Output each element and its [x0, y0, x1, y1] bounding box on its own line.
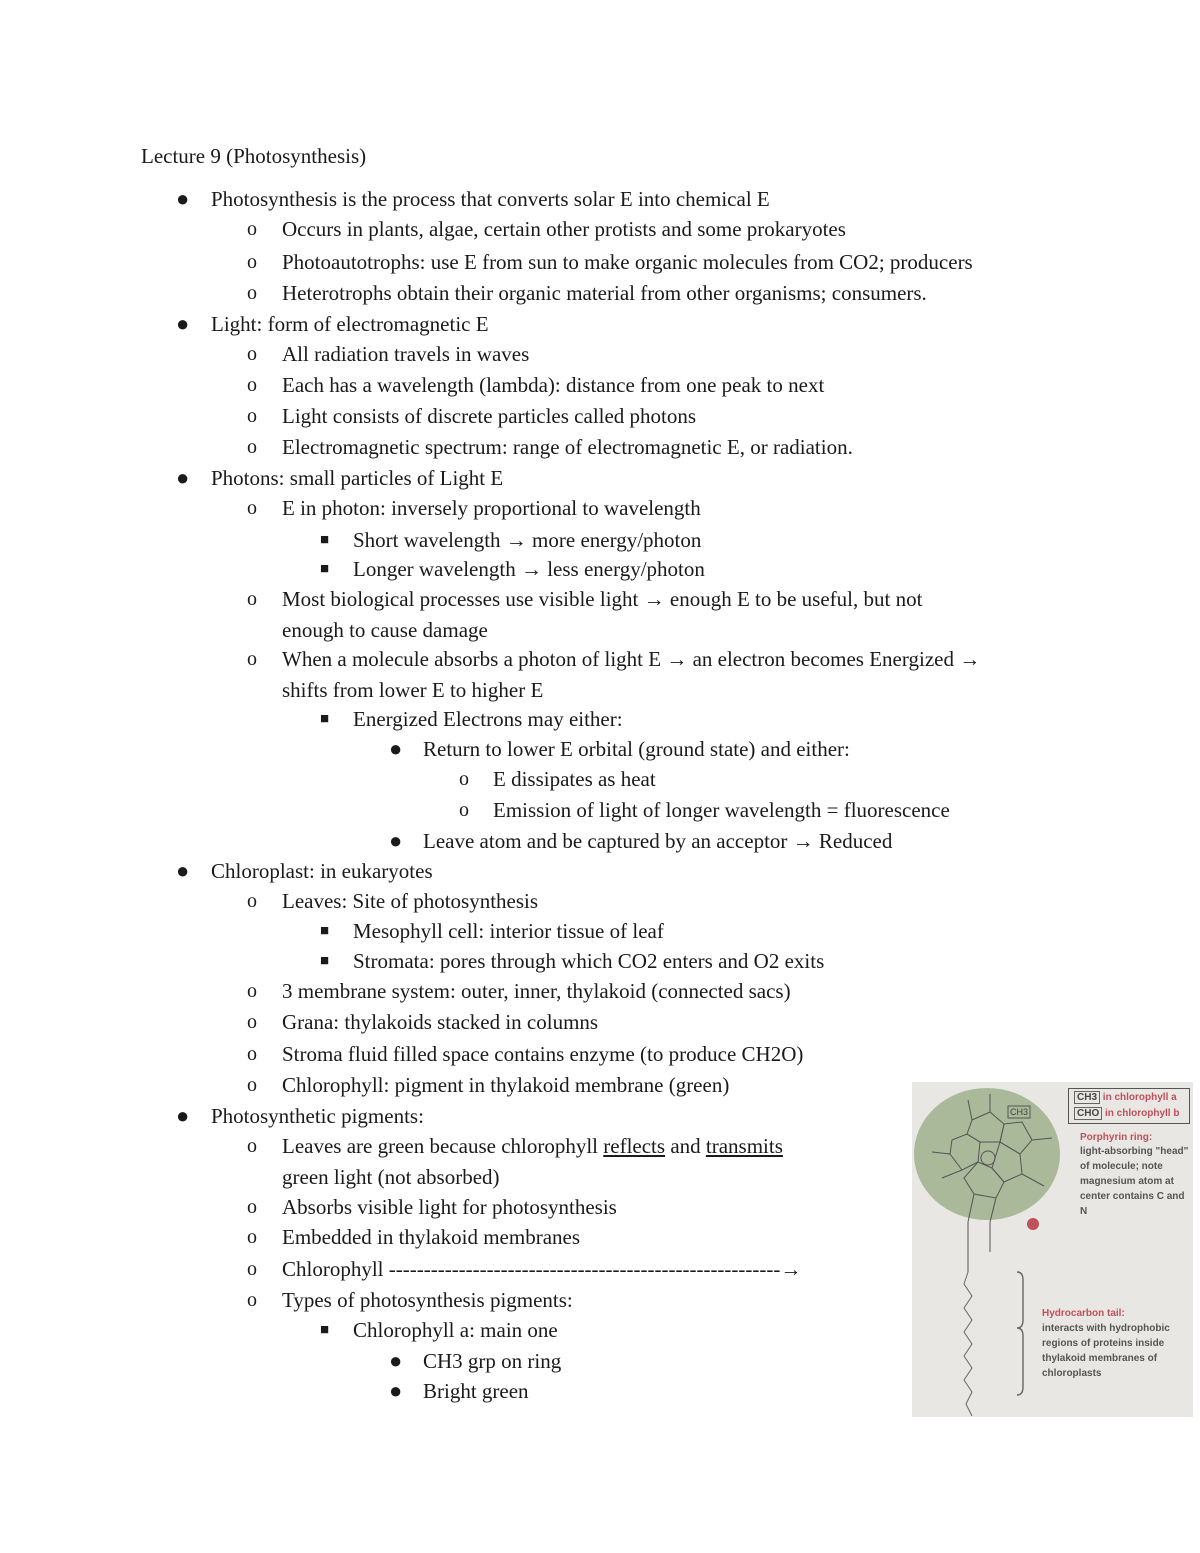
list-item-level-2: Grana: thylakoids stacked in columns [282, 1010, 599, 1034]
bullet-marker-level-2: o [247, 1074, 257, 1096]
list-item-level-1: Photosynthesis is the process that converts solar E into chemical E [211, 187, 770, 211]
bullet-marker-level-1: ● [176, 465, 190, 490]
bullet-marker-level-2: o [247, 1226, 257, 1248]
bullet-marker-level-5: o [459, 799, 469, 821]
porphyrin-ring-highlight [914, 1088, 1060, 1220]
list-item-level-2: 3 membrane system: outer, inner, thylakoid (connected sacs) [282, 979, 791, 1003]
ch3-marker: CH3 [1010, 1107, 1029, 1117]
bullet-marker-level-4: ● [389, 828, 403, 853]
list-item-level-3: Energized Electrons may either: [353, 707, 623, 731]
list-item-level-5: E dissipates as heat [493, 767, 656, 791]
list-item-level-4: Bright green [423, 1379, 529, 1403]
bullet-marker-level-2: o [247, 1135, 257, 1157]
page-title: Lecture 9 (Photosynthesis) [141, 144, 367, 168]
list-item-level-2: Photoautotrophs: use E from sun to make organic molecules from CO2; producers [282, 250, 973, 274]
bullet-marker-level-2: o [247, 1289, 257, 1311]
bullet-marker-level-2: o [247, 588, 257, 610]
list-item-level-2: Chlorophyll: pigment in thylakoid membrane (green) [282, 1073, 730, 1097]
list-item-level-2: Most biological processes use visible light → enough E to be useful, but not [282, 587, 923, 611]
list-item-level-3: Mesophyll cell: interior tissue of leaf [353, 919, 664, 943]
bullet-marker-level-3: ■ [320, 953, 330, 969]
list-item-level-2: Light consists of discrete particles called photons [282, 404, 697, 428]
legend-text-a: in chlorophyll a [1102, 1092, 1177, 1103]
legend-row-a [1074, 1092, 1177, 1103]
list-item-continuation: green light (not absorbed) [282, 1165, 500, 1189]
list-item-level-1: Photosynthetic pigments: [211, 1104, 424, 1128]
ring-label-title: Porphyrin ring: [1080, 1132, 1153, 1143]
legend-row-b [1074, 1108, 1179, 1119]
list-item-level-5: Emission of light of longer wavelength = fluorescence [493, 798, 950, 822]
text-run: and [665, 1134, 706, 1158]
bullet-marker-level-3: ■ [320, 561, 330, 577]
list-item-level-2: All radiation travels in waves [282, 342, 530, 366]
list-item-level-2 [282, 1132, 783, 1160]
bullet-marker-level-4: ● [389, 1378, 403, 1403]
bullet-marker-level-1: ● [176, 311, 190, 336]
list-item-level-3: Short wavelength → more energy/photon [353, 528, 702, 552]
bullet-marker-level-2: o [247, 1196, 257, 1218]
bullet-marker-level-2: o [247, 343, 257, 365]
bullet-marker-level-4: ● [389, 1348, 403, 1373]
hydrocarbon-tail [964, 1272, 972, 1416]
list-item-level-4: Leave atom and be captured by an acceptor → Reduced [423, 829, 893, 853]
list-item-level-2: When a molecule absorbs a photon of light E → an electron becomes Energized → [282, 647, 981, 671]
legend-key-b: CHO [1074, 1107, 1102, 1120]
ring-label-body: light-absorbing "head" of molecule; note magnesium atom at center contains C and N [1080, 1146, 1189, 1217]
list-item-level-1: Photons: small particles of Light E [211, 466, 504, 490]
bullet-marker-level-2: o [247, 374, 257, 396]
bullet-marker-level-5: o [459, 768, 469, 790]
list-item-level-3: Chlorophyll a: main one [353, 1318, 558, 1342]
bullet-marker-level-2: o [247, 1258, 257, 1280]
bullet-marker-level-1: ● [176, 858, 190, 883]
bullet-marker-level-2: o [247, 218, 257, 240]
bullet-marker-level-3: ■ [320, 1322, 330, 1338]
list-item-level-1: Light: form of electromagnetic E [211, 312, 489, 336]
list-item-level-2: Electromagnetic spectrum: range of electromagnetic E, or radiation. [282, 435, 853, 459]
bullet-marker-level-3: ■ [320, 532, 330, 548]
list-item-level-2: Stroma fluid filled space contains enzyme (to produce CH2O) [282, 1042, 804, 1066]
list-item-level-3: Stromata: pores through which CO2 enters and O2 exits [353, 949, 825, 973]
bullet-marker-level-1: ● [176, 1103, 190, 1128]
text-run: Leaves are green because chlorophyll [282, 1134, 604, 1158]
list-item-continuation: enough to cause damage [282, 618, 488, 642]
list-item-level-4: Return to lower E orbital (ground state) and either: [423, 737, 850, 761]
list-item-level-2: Each has a wavelength (lambda): distance from one peak to next [282, 373, 825, 397]
bullet-marker-level-2: o [247, 1011, 257, 1033]
legend-key-a: CH3 [1074, 1091, 1100, 1104]
list-item-level-4: CH3 grp on ring [423, 1349, 562, 1373]
bullet-marker-level-2: o [247, 980, 257, 1002]
bullet-marker-level-2: o [247, 648, 257, 670]
list-item-level-2: Absorbs visible light for photosynthesis [282, 1195, 617, 1219]
underlined-word: transmits [705, 1134, 783, 1158]
bullet-marker-level-2: o [247, 251, 257, 273]
chlorophyll-figure [912, 1082, 1193, 1417]
list-item-level-1: Chloroplast: in eukaryotes [211, 859, 433, 883]
list-item-level-3: Longer wavelength → less energy/photon [353, 557, 705, 581]
legend-text-b: in chlorophyll b [1105, 1108, 1180, 1119]
list-item-level-2: Embedded in thylakoid membranes [282, 1225, 581, 1249]
list-item-level-2: Leaves: Site of photosynthesis [282, 889, 539, 913]
tail-bracket [1017, 1272, 1023, 1395]
list-item-level-2: E in photon: inversely proportional to wavelength [282, 496, 701, 520]
underlined-word: reflects [603, 1134, 666, 1158]
bullet-marker-level-1: ● [176, 186, 190, 211]
bullet-marker-level-3: ■ [320, 711, 330, 727]
bullet-marker-level-3: ■ [320, 923, 330, 939]
bullet-marker-level-2: o [247, 1043, 257, 1065]
list-item-level-2: Chlorophyll --------------------------------------------------------→ [282, 1257, 802, 1281]
bullet-marker-level-2: o [247, 405, 257, 427]
bullet-marker-level-2: o [247, 436, 257, 458]
list-item-level-2: Heterotrophs obtain their organic material from other organisms; consumers. [282, 281, 927, 305]
tail-label-body: interacts with hydrophobic regions of proteins inside thylakoid membranes of chloroplasts [1042, 1323, 1170, 1379]
bullet-marker-level-2: o [247, 497, 257, 519]
bullet-marker-level-4: ● [389, 736, 403, 761]
bullet-marker-level-2: o [247, 890, 257, 912]
list-item-continuation: shifts from lower E to higher E [282, 678, 544, 702]
bullet-marker-level-2: o [247, 282, 257, 304]
list-item-level-2: Occurs in plants, algae, certain other protists and some prokaryotes [282, 217, 846, 241]
list-item-level-2: Types of photosynthesis pigments: [282, 1288, 573, 1312]
oxygen-marker [1027, 1218, 1039, 1230]
tail-label-title: Hydrocarbon tail: [1042, 1308, 1125, 1319]
